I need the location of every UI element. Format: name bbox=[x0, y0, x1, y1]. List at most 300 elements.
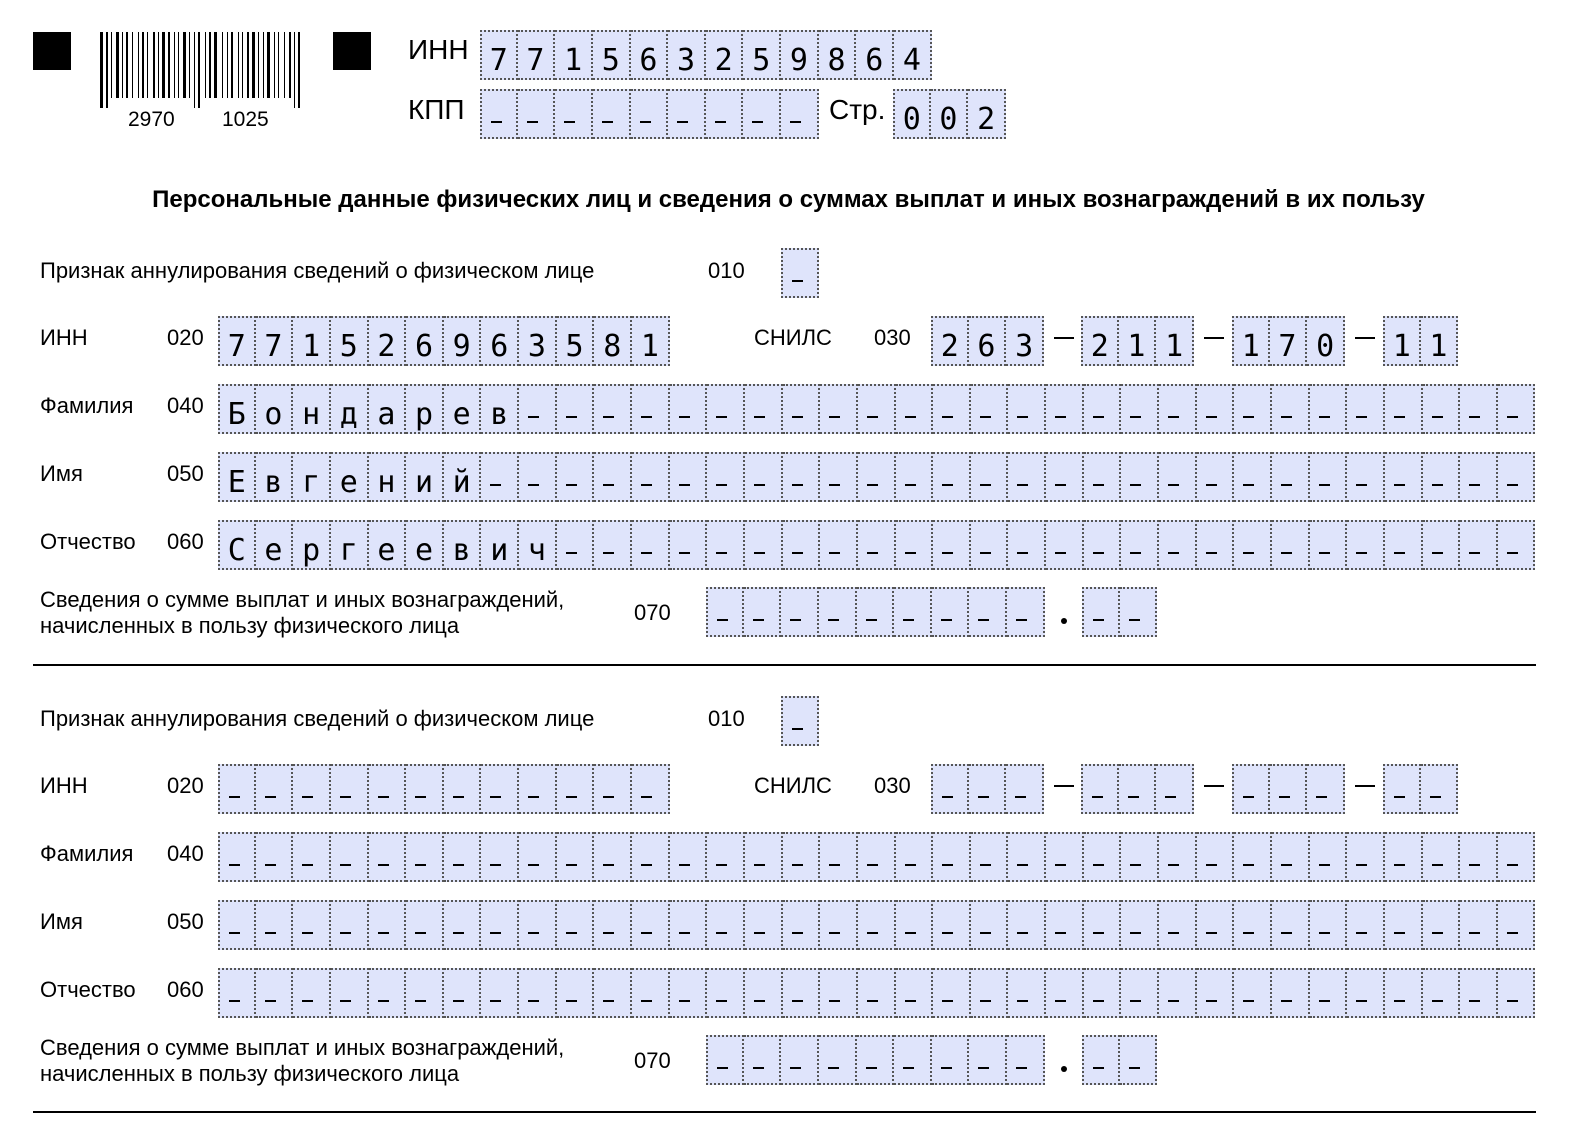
char-cell[interactable] bbox=[707, 520, 745, 570]
char-cell[interactable] bbox=[932, 587, 970, 637]
char-cell[interactable] bbox=[369, 832, 407, 882]
char-cell[interactable]: 7 bbox=[518, 30, 556, 80]
char-cell[interactable] bbox=[256, 900, 294, 950]
char-cell[interactable] bbox=[1120, 587, 1158, 637]
char-cell[interactable]: 2 bbox=[706, 30, 744, 80]
char-cell[interactable] bbox=[519, 764, 557, 814]
patronymic-field[interactable] bbox=[218, 968, 1535, 1018]
name-field[interactable] bbox=[218, 900, 1535, 950]
char-cell[interactable] bbox=[406, 968, 444, 1018]
char-cell[interactable] bbox=[519, 384, 557, 434]
char-cell[interactable] bbox=[1121, 520, 1159, 570]
char-cell[interactable]: 5 bbox=[593, 30, 631, 80]
char-cell[interactable] bbox=[1121, 384, 1159, 434]
char-cell[interactable] bbox=[707, 452, 745, 502]
char-cell[interactable] bbox=[933, 452, 971, 502]
inn-field[interactable] bbox=[218, 316, 670, 366]
char-cell[interactable]: 7 bbox=[256, 316, 294, 366]
char-cell[interactable] bbox=[480, 89, 518, 139]
char-cell[interactable] bbox=[444, 832, 482, 882]
char-cell[interactable] bbox=[896, 384, 934, 434]
char-cell[interactable] bbox=[1159, 832, 1197, 882]
char-cell[interactable] bbox=[1121, 452, 1159, 502]
char-cell[interactable] bbox=[1046, 900, 1084, 950]
char-cell[interactable] bbox=[1197, 520, 1235, 570]
char-cell[interactable] bbox=[858, 900, 896, 950]
char-cell[interactable] bbox=[1310, 520, 1348, 570]
char-cell[interactable] bbox=[858, 384, 896, 434]
char-cell[interactable] bbox=[1082, 1035, 1120, 1085]
char-cell[interactable]: 3 bbox=[1006, 316, 1044, 366]
char-cell[interactable] bbox=[1234, 832, 1272, 882]
snils-group[interactable] bbox=[1081, 316, 1194, 366]
char-cell[interactable] bbox=[256, 968, 294, 1018]
char-cell[interactable]: е bbox=[369, 520, 407, 570]
char-cell[interactable] bbox=[971, 968, 1009, 1018]
char-cell[interactable] bbox=[632, 520, 670, 570]
char-cell[interactable] bbox=[1120, 1035, 1158, 1085]
char-cell[interactable] bbox=[1197, 900, 1235, 950]
char-cell[interactable] bbox=[706, 89, 744, 139]
char-cell[interactable]: а bbox=[369, 384, 407, 434]
char-cell[interactable] bbox=[707, 384, 745, 434]
char-cell[interactable] bbox=[518, 89, 556, 139]
char-cell[interactable] bbox=[971, 384, 1009, 434]
char-cell[interactable] bbox=[707, 900, 745, 950]
char-cell[interactable] bbox=[933, 900, 971, 950]
char-cell[interactable] bbox=[858, 968, 896, 1018]
char-cell[interactable] bbox=[670, 832, 708, 882]
char-cell[interactable]: 7 bbox=[480, 30, 518, 80]
char-cell[interactable]: н bbox=[369, 452, 407, 502]
char-cell[interactable]: о bbox=[256, 384, 294, 434]
char-cell[interactable]: е bbox=[444, 384, 482, 434]
char-cell[interactable] bbox=[1121, 832, 1159, 882]
char-cell[interactable] bbox=[781, 248, 819, 298]
char-cell[interactable] bbox=[1084, 832, 1122, 882]
char-cell[interactable]: 5 bbox=[331, 316, 369, 366]
char-cell[interactable] bbox=[670, 900, 708, 950]
char-cell[interactable] bbox=[933, 384, 971, 434]
inn-field[interactable] bbox=[218, 764, 670, 814]
char-cell[interactable] bbox=[1272, 900, 1310, 950]
char-cell[interactable] bbox=[745, 968, 783, 1018]
char-cell[interactable] bbox=[1421, 764, 1459, 814]
char-cell[interactable] bbox=[632, 832, 670, 882]
char-cell[interactable] bbox=[707, 968, 745, 1018]
char-cell[interactable]: 1 bbox=[555, 30, 593, 80]
char-cell[interactable] bbox=[1006, 764, 1044, 814]
snils-group[interactable] bbox=[1383, 764, 1458, 814]
char-cell[interactable]: и bbox=[481, 520, 519, 570]
snils-group[interactable] bbox=[1081, 764, 1194, 814]
page-number-field[interactable] bbox=[893, 89, 1006, 139]
char-cell[interactable] bbox=[406, 832, 444, 882]
char-cell[interactable]: 6 bbox=[481, 316, 519, 366]
char-cell[interactable] bbox=[1460, 832, 1498, 882]
char-cell[interactable] bbox=[594, 900, 632, 950]
char-cell[interactable] bbox=[1347, 384, 1385, 434]
char-cell[interactable] bbox=[557, 832, 595, 882]
char-cell[interactable]: 0 bbox=[893, 89, 931, 139]
char-cell[interactable] bbox=[594, 520, 632, 570]
char-cell[interactable] bbox=[1498, 452, 1536, 502]
char-cell[interactable] bbox=[1310, 452, 1348, 502]
char-cell[interactable] bbox=[820, 384, 858, 434]
char-cell[interactable] bbox=[1159, 900, 1197, 950]
char-cell[interactable] bbox=[971, 520, 1009, 570]
char-cell[interactable]: Б bbox=[218, 384, 256, 434]
char-cell[interactable] bbox=[1347, 832, 1385, 882]
char-cell[interactable] bbox=[444, 968, 482, 1018]
char-cell[interactable]: 8 bbox=[594, 316, 632, 366]
char-cell[interactable] bbox=[670, 968, 708, 1018]
char-cell[interactable]: е bbox=[406, 520, 444, 570]
char-cell[interactable] bbox=[1007, 587, 1045, 637]
char-cell[interactable]: 2 bbox=[1081, 316, 1119, 366]
surname-field[interactable] bbox=[218, 832, 1535, 882]
char-cell[interactable]: е bbox=[256, 520, 294, 570]
char-cell[interactable] bbox=[971, 832, 1009, 882]
char-cell[interactable] bbox=[1423, 384, 1461, 434]
char-cell[interactable]: 9 bbox=[781, 30, 819, 80]
char-cell[interactable] bbox=[632, 900, 670, 950]
char-cell[interactable] bbox=[1008, 900, 1046, 950]
char-cell[interactable] bbox=[781, 587, 819, 637]
char-cell[interactable]: 5 bbox=[743, 30, 781, 80]
char-cell[interactable] bbox=[896, 452, 934, 502]
char-cell[interactable] bbox=[745, 832, 783, 882]
char-cell[interactable] bbox=[1385, 900, 1423, 950]
char-cell[interactable] bbox=[857, 1035, 895, 1085]
char-cell[interactable] bbox=[1234, 968, 1272, 1018]
char-cell[interactable] bbox=[1270, 764, 1308, 814]
char-cell[interactable] bbox=[519, 452, 557, 502]
char-cell[interactable] bbox=[594, 968, 632, 1018]
char-cell[interactable]: 5 bbox=[557, 316, 595, 366]
char-cell[interactable] bbox=[481, 968, 519, 1018]
char-cell[interactable]: 3 bbox=[519, 316, 557, 366]
char-cell[interactable] bbox=[1046, 968, 1084, 1018]
char-cell[interactable] bbox=[632, 764, 670, 814]
char-cell[interactable] bbox=[781, 1035, 819, 1085]
char-cell[interactable] bbox=[969, 587, 1007, 637]
char-cell[interactable] bbox=[1084, 452, 1122, 502]
char-cell[interactable] bbox=[218, 900, 256, 950]
char-cell[interactable] bbox=[706, 1035, 744, 1085]
char-cell[interactable] bbox=[1082, 587, 1120, 637]
char-cell[interactable]: 1 bbox=[1421, 316, 1459, 366]
snils-group[interactable] bbox=[1383, 316, 1458, 366]
char-cell[interactable] bbox=[744, 1035, 782, 1085]
char-cell[interactable] bbox=[1460, 900, 1498, 950]
char-cell[interactable] bbox=[1460, 452, 1498, 502]
char-cell[interactable] bbox=[781, 696, 819, 746]
char-cell[interactable] bbox=[557, 452, 595, 502]
patronymic-field[interactable] bbox=[218, 520, 1535, 570]
char-cell[interactable] bbox=[745, 900, 783, 950]
char-cell[interactable]: и bbox=[406, 452, 444, 502]
char-cell[interactable] bbox=[1008, 832, 1046, 882]
char-cell[interactable] bbox=[1347, 900, 1385, 950]
char-cell[interactable] bbox=[369, 764, 407, 814]
char-cell[interactable]: д bbox=[331, 384, 369, 434]
char-cell[interactable] bbox=[1498, 968, 1536, 1018]
char-cell[interactable] bbox=[1498, 384, 1536, 434]
char-cell[interactable] bbox=[594, 452, 632, 502]
char-cell[interactable]: 4 bbox=[894, 30, 932, 80]
char-cell[interactable]: 2 bbox=[931, 316, 969, 366]
char-cell[interactable] bbox=[933, 968, 971, 1018]
char-cell[interactable] bbox=[858, 832, 896, 882]
char-cell[interactable] bbox=[781, 89, 819, 139]
char-cell[interactable] bbox=[858, 520, 896, 570]
char-cell[interactable]: 3 bbox=[668, 30, 706, 80]
char-cell[interactable] bbox=[1234, 520, 1272, 570]
char-cell[interactable]: 2 bbox=[968, 89, 1006, 139]
char-cell[interactable] bbox=[406, 900, 444, 950]
char-cell[interactable] bbox=[894, 1035, 932, 1085]
annul-field[interactable] bbox=[781, 696, 819, 746]
char-cell[interactable] bbox=[293, 832, 331, 882]
payments-integer-field[interactable] bbox=[706, 587, 1045, 637]
char-cell[interactable] bbox=[1008, 452, 1046, 502]
char-cell[interactable] bbox=[1347, 452, 1385, 502]
char-cell[interactable]: р bbox=[293, 520, 331, 570]
char-cell[interactable] bbox=[519, 900, 557, 950]
char-cell[interactable] bbox=[1272, 452, 1310, 502]
char-cell[interactable] bbox=[1498, 520, 1536, 570]
char-cell[interactable] bbox=[783, 520, 821, 570]
char-cell[interactable] bbox=[593, 89, 631, 139]
snils-group[interactable] bbox=[931, 316, 1044, 366]
char-cell[interactable] bbox=[1460, 520, 1498, 570]
char-cell[interactable]: 9 bbox=[444, 316, 482, 366]
char-cell[interactable]: С bbox=[218, 520, 256, 570]
char-cell[interactable] bbox=[1156, 764, 1194, 814]
char-cell[interactable] bbox=[896, 900, 934, 950]
char-cell[interactable] bbox=[369, 900, 407, 950]
char-cell[interactable] bbox=[331, 900, 369, 950]
char-cell[interactable]: 2 bbox=[369, 316, 407, 366]
char-cell[interactable] bbox=[632, 968, 670, 1018]
char-cell[interactable]: в bbox=[444, 520, 482, 570]
char-cell[interactable]: 0 bbox=[931, 89, 969, 139]
char-cell[interactable] bbox=[857, 587, 895, 637]
char-cell[interactable] bbox=[1385, 968, 1423, 1018]
char-cell[interactable] bbox=[1307, 764, 1345, 814]
char-cell[interactable] bbox=[1234, 384, 1272, 434]
char-cell[interactable] bbox=[1385, 520, 1423, 570]
char-cell[interactable] bbox=[1460, 968, 1498, 1018]
char-cell[interactable]: 1 bbox=[1119, 316, 1157, 366]
char-cell[interactable] bbox=[1383, 764, 1421, 814]
char-cell[interactable] bbox=[481, 832, 519, 882]
char-cell[interactable] bbox=[1081, 764, 1119, 814]
char-cell[interactable] bbox=[819, 1035, 857, 1085]
char-cell[interactable] bbox=[1498, 900, 1536, 950]
char-cell[interactable] bbox=[971, 900, 1009, 950]
annul-field[interactable] bbox=[781, 248, 819, 298]
char-cell[interactable] bbox=[1084, 900, 1122, 950]
char-cell[interactable] bbox=[745, 452, 783, 502]
char-cell[interactable]: 7 bbox=[218, 316, 256, 366]
char-cell[interactable] bbox=[820, 832, 858, 882]
char-cell[interactable] bbox=[894, 587, 932, 637]
payments-fraction-field[interactable] bbox=[1082, 587, 1157, 637]
char-cell[interactable] bbox=[858, 452, 896, 502]
char-cell[interactable]: г bbox=[293, 452, 331, 502]
char-cell[interactable] bbox=[1197, 384, 1235, 434]
char-cell[interactable] bbox=[933, 520, 971, 570]
char-cell[interactable] bbox=[1008, 968, 1046, 1018]
char-cell[interactable] bbox=[1423, 452, 1461, 502]
char-cell[interactable] bbox=[331, 968, 369, 1018]
char-cell[interactable] bbox=[1385, 832, 1423, 882]
char-cell[interactable] bbox=[1423, 900, 1461, 950]
char-cell[interactable] bbox=[481, 764, 519, 814]
char-cell[interactable] bbox=[1084, 968, 1122, 1018]
char-cell[interactable] bbox=[594, 764, 632, 814]
char-cell[interactable] bbox=[820, 452, 858, 502]
char-cell[interactable] bbox=[743, 89, 781, 139]
char-cell[interactable] bbox=[293, 900, 331, 950]
char-cell[interactable]: 1 bbox=[293, 316, 331, 366]
char-cell[interactable] bbox=[896, 968, 934, 1018]
char-cell[interactable] bbox=[631, 89, 669, 139]
char-cell[interactable] bbox=[1232, 764, 1270, 814]
char-cell[interactable] bbox=[783, 968, 821, 1018]
char-cell[interactable] bbox=[1046, 452, 1084, 502]
char-cell[interactable] bbox=[783, 452, 821, 502]
char-cell[interactable] bbox=[444, 900, 482, 950]
char-cell[interactable]: 1 bbox=[1232, 316, 1270, 366]
char-cell[interactable] bbox=[1197, 832, 1235, 882]
char-cell[interactable] bbox=[971, 452, 1009, 502]
char-cell[interactable] bbox=[481, 452, 519, 502]
char-cell[interactable]: 1 bbox=[1383, 316, 1421, 366]
char-cell[interactable] bbox=[1272, 832, 1310, 882]
char-cell[interactable] bbox=[256, 764, 294, 814]
char-cell[interactable]: 1 bbox=[1156, 316, 1194, 366]
char-cell[interactable] bbox=[1272, 384, 1310, 434]
char-cell[interactable] bbox=[1119, 764, 1157, 814]
char-cell[interactable] bbox=[1008, 384, 1046, 434]
char-cell[interactable] bbox=[293, 968, 331, 1018]
char-cell[interactable]: н bbox=[293, 384, 331, 434]
char-cell[interactable] bbox=[519, 968, 557, 1018]
char-cell[interactable] bbox=[820, 968, 858, 1018]
char-cell[interactable] bbox=[1385, 384, 1423, 434]
char-cell[interactable] bbox=[1310, 900, 1348, 950]
char-cell[interactable] bbox=[594, 832, 632, 882]
char-cell[interactable] bbox=[481, 900, 519, 950]
char-cell[interactable] bbox=[670, 520, 708, 570]
char-cell[interactable] bbox=[1423, 968, 1461, 1018]
char-cell[interactable] bbox=[557, 384, 595, 434]
char-cell[interactable]: р bbox=[406, 384, 444, 434]
char-cell[interactable] bbox=[933, 832, 971, 882]
char-cell[interactable] bbox=[1423, 520, 1461, 570]
char-cell[interactable] bbox=[557, 764, 595, 814]
char-cell[interactable] bbox=[931, 764, 969, 814]
char-cell[interactable] bbox=[1460, 384, 1498, 434]
char-cell[interactable]: 6 bbox=[969, 316, 1007, 366]
char-cell[interactable]: й bbox=[444, 452, 482, 502]
char-cell[interactable]: е bbox=[331, 452, 369, 502]
snils-group[interactable] bbox=[1232, 764, 1345, 814]
char-cell[interactable] bbox=[555, 89, 593, 139]
char-cell[interactable] bbox=[1310, 832, 1348, 882]
char-cell[interactable] bbox=[632, 452, 670, 502]
char-cell[interactable]: г bbox=[331, 520, 369, 570]
char-cell[interactable] bbox=[1498, 832, 1536, 882]
char-cell[interactable] bbox=[820, 900, 858, 950]
header-inn-field[interactable] bbox=[480, 30, 932, 80]
char-cell[interactable] bbox=[218, 832, 256, 882]
char-cell[interactable] bbox=[1084, 384, 1122, 434]
char-cell[interactable] bbox=[557, 520, 595, 570]
char-cell[interactable]: 6 bbox=[631, 30, 669, 80]
char-cell[interactable] bbox=[819, 587, 857, 637]
char-cell[interactable] bbox=[1197, 452, 1235, 502]
char-cell[interactable] bbox=[1197, 968, 1235, 1018]
char-cell[interactable] bbox=[1423, 832, 1461, 882]
char-cell[interactable] bbox=[218, 764, 256, 814]
char-cell[interactable] bbox=[1310, 968, 1348, 1018]
char-cell[interactable] bbox=[670, 384, 708, 434]
snils-group[interactable] bbox=[1232, 316, 1345, 366]
char-cell[interactable] bbox=[969, 764, 1007, 814]
char-cell[interactable] bbox=[744, 587, 782, 637]
char-cell[interactable] bbox=[444, 764, 482, 814]
char-cell[interactable] bbox=[896, 520, 934, 570]
char-cell[interactable] bbox=[896, 832, 934, 882]
char-cell[interactable] bbox=[1046, 520, 1084, 570]
char-cell[interactable]: 8 bbox=[819, 30, 857, 80]
char-cell[interactable] bbox=[932, 1035, 970, 1085]
char-cell[interactable] bbox=[745, 384, 783, 434]
snils-group[interactable] bbox=[931, 764, 1044, 814]
char-cell[interactable] bbox=[293, 764, 331, 814]
char-cell[interactable]: 7 bbox=[1270, 316, 1308, 366]
char-cell[interactable] bbox=[783, 900, 821, 950]
char-cell[interactable] bbox=[820, 520, 858, 570]
char-cell[interactable] bbox=[1159, 384, 1197, 434]
char-cell[interactable] bbox=[594, 384, 632, 434]
char-cell[interactable] bbox=[1347, 520, 1385, 570]
char-cell[interactable] bbox=[218, 968, 256, 1018]
char-cell[interactable] bbox=[969, 1035, 1007, 1085]
char-cell[interactable] bbox=[783, 832, 821, 882]
surname-field[interactable] bbox=[218, 384, 1535, 434]
char-cell[interactable] bbox=[1310, 384, 1348, 434]
char-cell[interactable] bbox=[557, 968, 595, 1018]
char-cell[interactable]: 1 bbox=[632, 316, 670, 366]
char-cell[interactable] bbox=[1347, 968, 1385, 1018]
char-cell[interactable] bbox=[1121, 968, 1159, 1018]
name-field[interactable] bbox=[218, 452, 1535, 502]
char-cell[interactable] bbox=[331, 764, 369, 814]
header-kpp-field[interactable] bbox=[480, 89, 819, 139]
char-cell[interactable]: ч bbox=[519, 520, 557, 570]
char-cell[interactable] bbox=[1234, 900, 1272, 950]
char-cell[interactable] bbox=[632, 384, 670, 434]
payments-fraction-field[interactable] bbox=[1082, 1035, 1157, 1085]
char-cell[interactable] bbox=[1121, 900, 1159, 950]
char-cell[interactable] bbox=[406, 764, 444, 814]
char-cell[interactable]: 6 bbox=[856, 30, 894, 80]
